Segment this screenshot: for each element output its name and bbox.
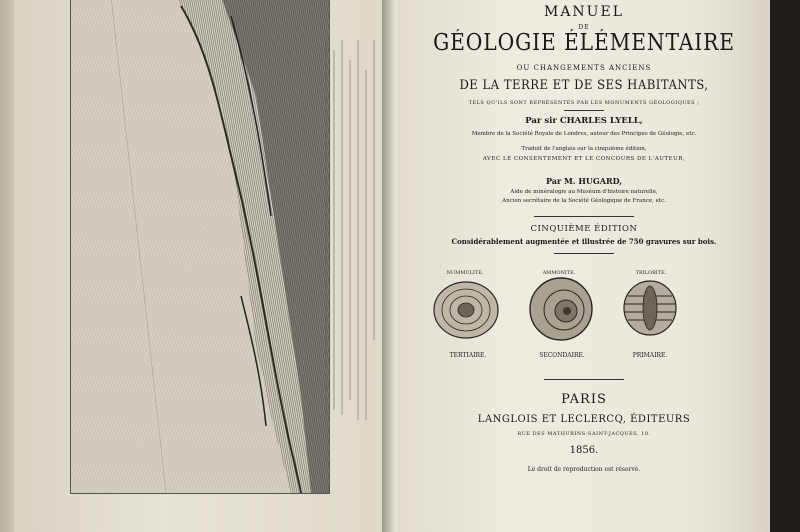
title-page (398, 0, 770, 532)
subtitle-3: TELS QU'ILS SONT REPRÉSENTÉS PAR LES MONUMENTS GÉOLOGIQUES ; (468, 100, 700, 106)
subtitle-2: DE LA TERRE ET DE SES HABITANTS, (459, 78, 709, 93)
fossil-label-trilobite: TRILOBITE. (635, 270, 667, 276)
frontispiece-engraving (70, 0, 330, 494)
trilobite-illustration (620, 278, 680, 338)
divider (564, 110, 604, 111)
publication-year: 1856. (569, 445, 599, 456)
publisher: LANGLOIS ET LECLERCQ, ÉDITEURS (477, 414, 691, 425)
manuel-heading: MANUEL (543, 4, 624, 20)
author-line: Par sir CHARLES LYELL, (525, 116, 643, 126)
publisher-address: RUE DES MATHURINS-SAINT-JACQUES, 10. (517, 431, 651, 437)
nummulite-illustration (432, 280, 500, 340)
author-description: Membre de la Société Royale de Londres, auteur des Principes de Géologie, etc. (471, 131, 697, 137)
fossil-caption-primaire: PRIMAIRE. (632, 352, 668, 359)
fossil-label-ammonite: AMMONITE. (542, 270, 576, 276)
subtitle-1: OU CHANGEMENTS ANCIENS (516, 64, 652, 72)
rights-notice: Le droit de reproduction est réservé. (527, 466, 641, 473)
divider (554, 253, 614, 254)
edition-note: Considérablement augmentée et illustrée de 750 gravures sur bois. (451, 237, 717, 246)
fossil-caption-secondaire: SECONDAIRE. (539, 352, 585, 359)
fossil-caption-tertiaire: TERTIAIRE. (449, 352, 487, 359)
main-title: GÉOLOGIE ÉLÉMENTAIRE (433, 30, 735, 56)
plate-caption-vertical (318, 40, 388, 420)
edition-heading: CINQUIÈME ÉDITION (530, 224, 638, 234)
translation-line-1: Traduit de l'anglais sur la cinquième édition, (521, 146, 647, 152)
cliff-engraving-image (71, 0, 329, 493)
city: PARIS (561, 392, 607, 407)
divider (534, 216, 634, 217)
de-word: DE (578, 24, 590, 31)
translation-line-2: AVEC LE CONSENTEMENT ET LE CONCOURS DE L'AUTEUR, (482, 156, 686, 162)
fossil-label-nummulite: NUMMULITE. (446, 270, 484, 276)
translator-desc-1: Aide de minéralogie au Muséum d'histoire naturelle, (510, 189, 658, 195)
ammonite-illustration (524, 276, 598, 342)
translator-desc-2: Ancien secrétaire de la Société Géologique de France, etc. (502, 198, 666, 204)
divider (544, 379, 624, 380)
translator-line: Par M. HUGARD, (545, 176, 623, 186)
